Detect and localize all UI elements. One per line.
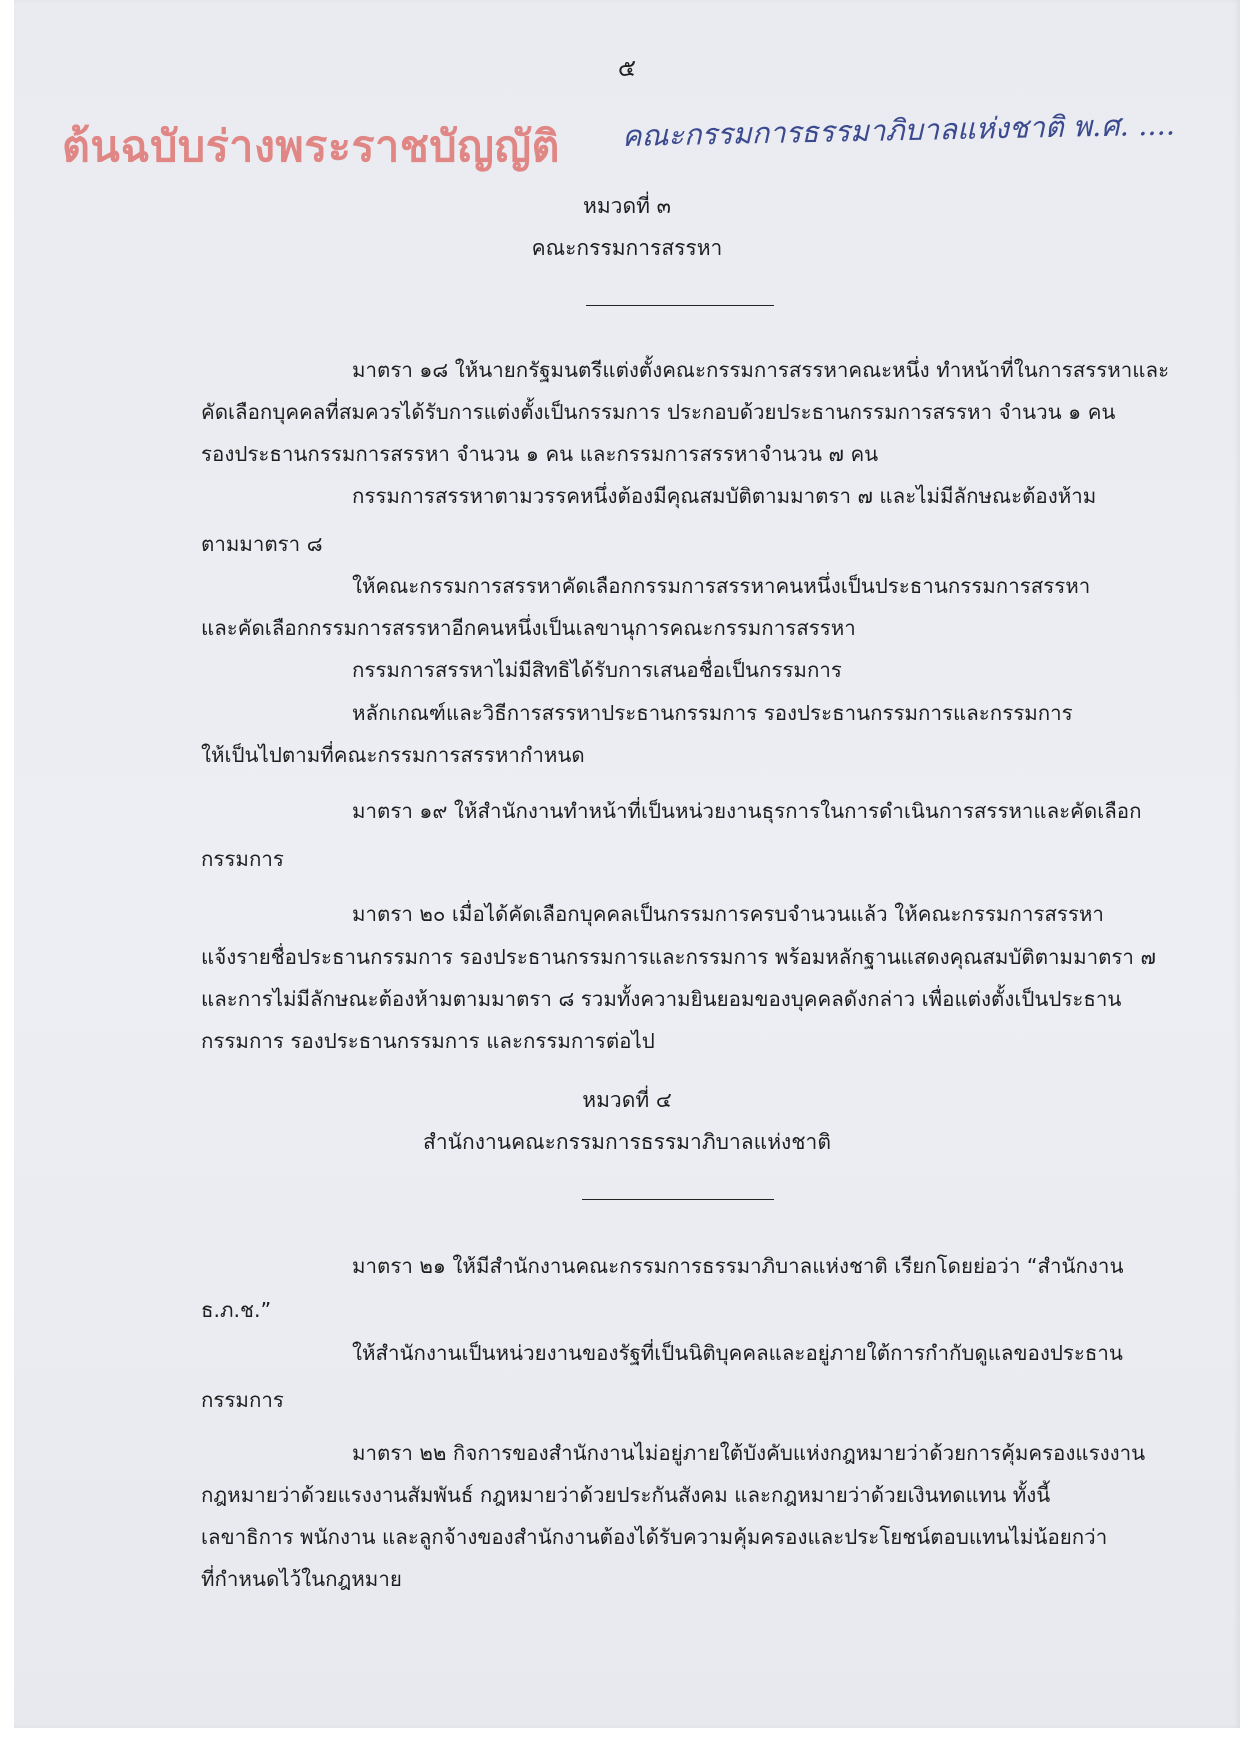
text-line-14: แจ้งรายชื่อประธานกรรมการ รองประธานกรรมการและกรรมการ พร้อมหลักฐานแสดงคุณสมบัติตามมาตรา ๗ — [201, 945, 1156, 969]
document-page — [14, 0, 1240, 1728]
text-line-17: มาตรา ๒๑ ให้มีสำนักงานคณะกรรมการธรรมาภิบาลแห่งชาติ เรียกโดยย่อว่า “สำนักงาน — [352, 1254, 1124, 1278]
text-line-21: มาตรา ๒๒ กิจการของสำนักงานไม่อยู่ภายใต้บังคับแห่งกฎหมายว่าด้วยการคุ้มครองแรงงาน — [352, 1441, 1146, 1465]
text-line-1: มาตรา ๑๘ ให้นายกรัฐมนตรีแต่งตั้งคณะกรรมการสรรหาคณะหนึ่ง ทำหน้าที่ในการสรรหาและ — [352, 358, 1170, 382]
chapter-3-divider — [586, 305, 774, 306]
page-number: ๕ — [617, 54, 637, 82]
text-line-9: หลักเกณฑ์และวิธีการสรรหาประธานกรรมการ รองประธานกรรมการและกรรมการ — [352, 701, 1073, 725]
chapter-4-subtitle: สำนักงานคณะกรรมการธรรมาภิบาลแห่งชาติ — [423, 1130, 831, 1154]
text-line-7: และคัดเลือกกรรมการสรรหาอีกคนหนึ่งเป็นเลขานุการคณะกรรมการสรรหา — [201, 616, 856, 640]
chapter-3-subtitle: คณะกรรมการสรรหา — [531, 236, 723, 260]
text-line-4: กรรมการสรรหาตามวรรคหนึ่งต้องมีคุณสมบัติตามมาตรา ๗ และไม่มีลักษณะต้องห้าม — [352, 484, 1097, 508]
text-line-10: ให้เป็นไปตามที่คณะกรรมการสรรหากำหนด — [201, 743, 585, 767]
text-line-16: กรรมการ รองประธานกรรมการ และกรรมการต่อไป — [201, 1029, 655, 1053]
text-line-19: ให้สำนักงานเป็นหน่วยงานของรัฐที่เป็นนิติบุคคลและอยู่ภายใต้การกำกับดูแลของประธาน — [352, 1341, 1123, 1365]
text-line-18: ธ.ภ.ช.” — [201, 1298, 272, 1322]
text-line-6: ให้คณะกรรมการสรรหาคัดเลือกกรรมการสรรหาคนหนึ่งเป็นประธานกรรมการสรรหา — [352, 574, 1091, 598]
text-line-20: กรรมการ — [201, 1388, 284, 1412]
draft-stamp: ต้นฉบับร่างพระราชบัญญัติ — [62, 122, 560, 172]
text-line-8: กรรมการสรรหาไม่มีสิทธิได้รับการเสนอชื่อเป็นกรรมการ — [352, 658, 842, 682]
handwritten-title: คณะกรรมการธรรมาภิบาลแห่งชาติ พ.ศ. .... — [621, 107, 1176, 153]
text-line-23: เลขาธิการ พนักงาน และลูกจ้างของสำนักงานต้องได้รับความคุ้มครองและประโยชน์ตอบแทนไม่น้อยกว่า — [201, 1525, 1108, 1549]
chapter-4-title: หมวดที่ ๔ — [582, 1088, 672, 1112]
text-line-12: กรรมการ — [201, 847, 284, 871]
text-line-2: คัดเลือกบุคคลที่สมควรได้รับการแต่งตั้งเป็นกรรมการ ประกอบด้วยประธานกรรมการสรรหา จำนวน ๑ คน — [201, 400, 1116, 424]
chapter-4-divider — [582, 1199, 774, 1200]
text-line-24: ที่กำหนดไว้ในกฎหมาย — [201, 1567, 402, 1591]
text-line-22: กฎหมายว่าด้วยแรงงานสัมพันธ์ กฎหมายว่าด้วยประกันสังคม และกฎหมายว่าด้วยเงินทดแทน ทั้งนี้ — [201, 1483, 1051, 1507]
chapter-3-title: หมวดที่ ๓ — [583, 194, 671, 218]
text-line-15: และการไม่มีลักษณะต้องห้ามตามมาตรา ๘ รวมทั้งความยินยอมของบุคคลดังกล่าว เพื่อแต่งตั้งเป็นประธาน — [201, 987, 1122, 1011]
text-line-5: ตามมาตรา ๘ — [201, 532, 323, 556]
text-line-11: มาตรา ๑๙ ให้สำนักงานทำหน้าที่เป็นหน่วยงานธุรการในการดำเนินการสรรหาและคัดเลือก — [352, 799, 1142, 823]
text-line-13: มาตรา ๒๐ เมื่อได้คัดเลือกบุคคลเป็นกรรมการครบจำนวนแล้ว ให้คณะกรรมการสรรหา — [352, 902, 1104, 926]
text-line-3: รองประธานกรรมการสรรหา จำนวน ๑ คน และกรรมการสรรหาจำนวน ๗ คน — [201, 442, 879, 466]
